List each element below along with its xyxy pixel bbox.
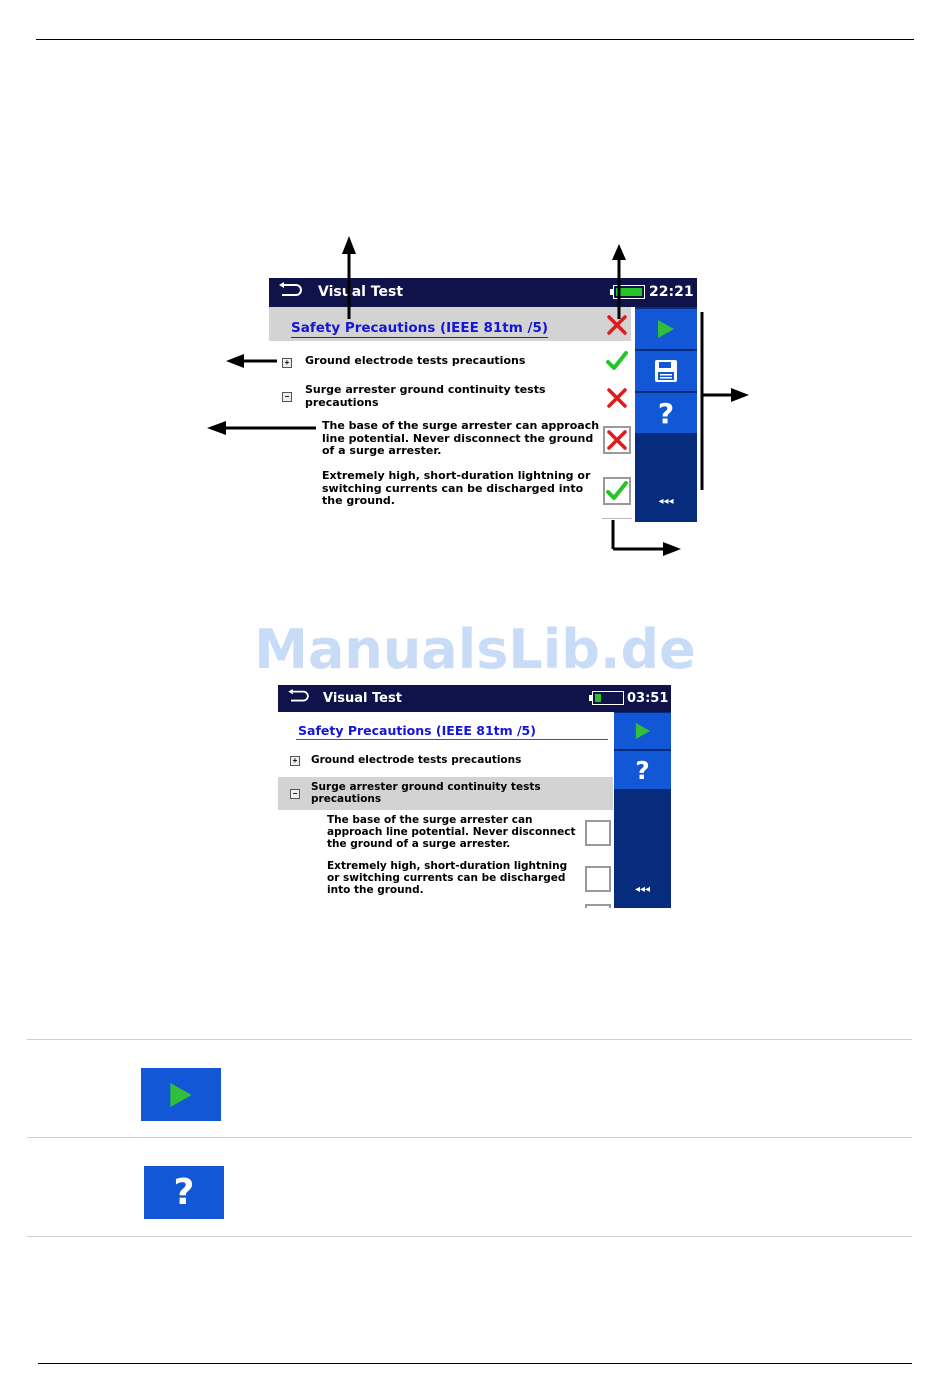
more-icon: ◂◂◂ [634,883,651,895]
list-item[interactable]: Surge arrester ground continuity tests precautions [305,383,546,409]
watermark: ManualsLib.de [254,618,696,681]
help-icon: ? [173,1172,195,1213]
list-item[interactable]: The base of the surge arrester can approach line potential. Never disconnect the ground of a surge arrester. [327,814,576,851]
checkbox-partial[interactable] [585,904,611,908]
expand-icon[interactable]: + [282,358,292,368]
title-bar [278,685,671,712]
list-item[interactable]: Extremely high, short-duration lightning or switching currents can be discharged into the ground. [327,860,568,897]
table-rule [27,1039,912,1040]
clock: 03:51 [627,691,669,706]
list-item[interactable]: Ground electrode tests precautions [311,754,522,766]
bottom-rule [38,1363,912,1364]
help-icon: ? [657,396,675,430]
list-item[interactable]: Surge arrester ground continuity tests precautions [311,781,541,806]
help-button-legend [144,1166,224,1219]
table-rule [27,1236,912,1237]
play-icon [169,1081,193,1109]
section-underline [296,739,608,740]
checkbox[interactable] [585,866,611,892]
screen-title: Visual Test [323,691,402,706]
start-button[interactable] [614,713,671,749]
help-icon: ? [635,755,650,785]
list-item[interactable]: Extremely high, short-duration lightning or switching currents can be discharged into the ground. [322,469,591,508]
section-title: Safety Precautions (IEEE 81tm /5) [298,723,536,738]
annotation-arrows [0,0,950,600]
sidebar [614,712,671,908]
checkbox[interactable] [585,820,611,846]
screen-title: Visual Test [318,284,404,300]
clock: 22:21 [649,284,694,300]
visual-test-screen [278,685,671,908]
collapse-icon[interactable]: − [290,789,300,799]
play-icon [635,722,651,740]
more-icon: ◂◂◂ [658,496,674,507]
back-arrow-icon[interactable] [287,689,311,705]
start-button-legend [141,1068,221,1121]
table-rule [27,1137,912,1138]
more-button[interactable] [614,870,671,908]
collapse-icon[interactable]: − [282,392,292,402]
expand-icon[interactable]: + [290,756,300,766]
list-item[interactable]: Ground electrode tests precautions [305,354,526,367]
battery-icon [592,691,624,705]
help-button[interactable] [614,751,671,789]
list-item[interactable]: The base of the surge arrester can approach line potential. Never disconnect the ground of a surge arrester. [322,419,600,458]
section-title: Safety Precautions (IEEE 81tm /5) [291,320,549,336]
